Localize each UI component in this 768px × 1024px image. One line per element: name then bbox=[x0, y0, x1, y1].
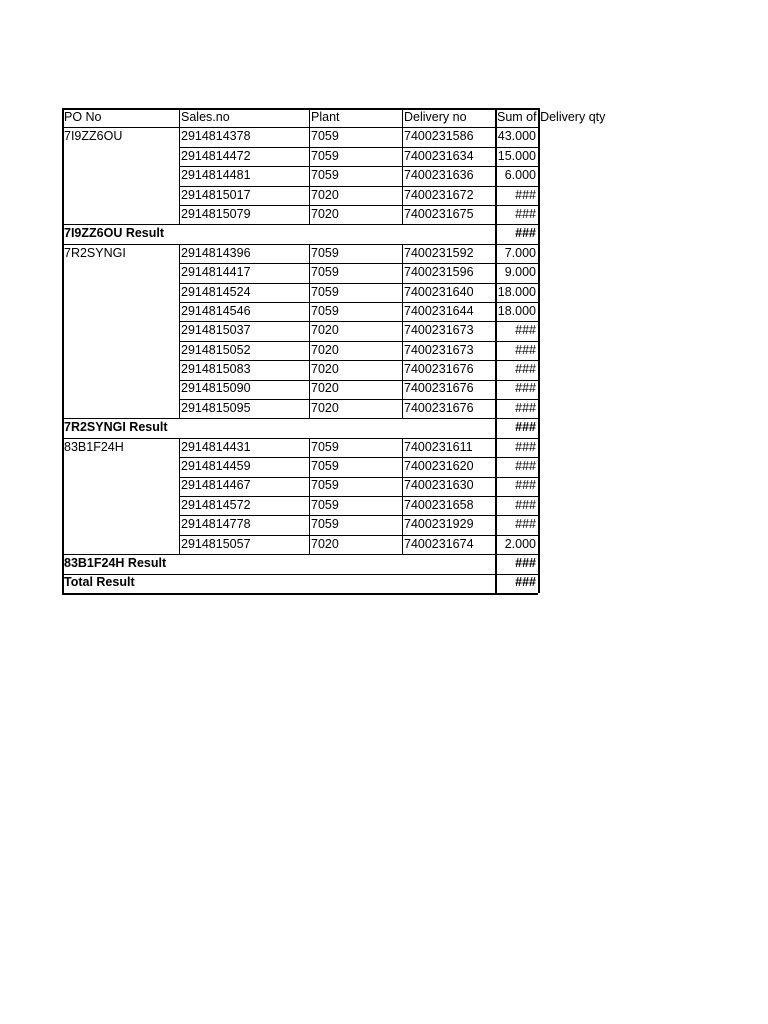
delivery-qty-cell[interactable]: ### bbox=[515, 362, 536, 377]
grid-line bbox=[62, 244, 538, 245]
delivery-qty-cell[interactable]: 43.000 bbox=[497, 129, 536, 144]
po-number-cell[interactable] bbox=[62, 147, 179, 166]
po-number-cell[interactable] bbox=[62, 205, 179, 224]
subtotal-label[interactable]: 7R2SYNGI Result bbox=[64, 420, 168, 435]
sales-no-cell[interactable]: 2914814572 bbox=[181, 497, 251, 512]
plant-cell[interactable]: 7059 bbox=[311, 245, 339, 260]
delivery-no-cell[interactable]: 7400231929 bbox=[404, 517, 474, 532]
total-value[interactable]: ### bbox=[515, 575, 536, 590]
sales-no-cell[interactable]: 2914815095 bbox=[181, 400, 251, 415]
grid-line bbox=[179, 321, 538, 322]
po-number-cell[interactable] bbox=[62, 166, 179, 185]
po-number-cell[interactable]: 7I9ZZ6OU bbox=[64, 129, 123, 144]
header-plant[interactable]: Plant bbox=[311, 110, 340, 124]
grid-line bbox=[402, 244, 403, 419]
delivery-no-cell[interactable]: 7400231636 bbox=[404, 168, 474, 183]
grid-line bbox=[309, 244, 310, 419]
grid-line bbox=[179, 438, 180, 554]
delivery-no-cell[interactable]: 7400231644 bbox=[404, 303, 474, 318]
subtotal-value[interactable]: ### bbox=[515, 555, 536, 570]
delivery-qty-cell[interactable]: 6.000 bbox=[504, 168, 536, 183]
po-number-cell[interactable] bbox=[62, 302, 179, 321]
plant-cell[interactable]: 7059 bbox=[311, 497, 339, 512]
grid-line bbox=[402, 127, 403, 224]
grid-line bbox=[62, 108, 64, 593]
grid-line bbox=[309, 108, 310, 127]
sales-no-cell[interactable]: 2914815052 bbox=[181, 342, 251, 357]
sales-no-cell[interactable]: 2914814396 bbox=[181, 245, 251, 260]
grid-line bbox=[62, 593, 538, 595]
delivery-qty-cell[interactable]: ### bbox=[515, 497, 536, 512]
sales-no-cell[interactable]: 2914815083 bbox=[181, 362, 251, 377]
sales-no-cell[interactable]: 2914815017 bbox=[181, 187, 251, 202]
po-number-cell[interactable] bbox=[62, 476, 179, 495]
po-number-cell[interactable]: 83B1F24H bbox=[64, 439, 124, 454]
sales-no-cell[interactable]: 2914815037 bbox=[181, 323, 251, 338]
grid-line bbox=[179, 380, 538, 381]
delivery-qty-cell[interactable]: 18.000 bbox=[497, 303, 536, 318]
delivery-no-cell[interactable]: 7400231611 bbox=[404, 439, 473, 454]
grid-line bbox=[309, 438, 310, 554]
plant-cell[interactable]: 7059 bbox=[311, 168, 339, 183]
delivery-no-cell[interactable]: 7400231676 bbox=[404, 400, 474, 415]
subtotal-value[interactable]: ### bbox=[515, 226, 536, 241]
plant-cell[interactable]: 7059 bbox=[311, 148, 339, 163]
grid-line bbox=[179, 360, 538, 361]
grid-line bbox=[62, 224, 538, 225]
po-number-cell[interactable] bbox=[62, 283, 179, 302]
grid-line bbox=[62, 438, 538, 439]
plant-cell[interactable]: 7020 bbox=[311, 342, 339, 357]
po-number-cell[interactable]: 7R2SYNGI bbox=[64, 245, 126, 260]
grid-line bbox=[62, 554, 538, 555]
delivery-no-cell[interactable]: 7400231673 bbox=[404, 323, 474, 338]
plant-cell[interactable]: 7020 bbox=[311, 206, 339, 221]
header-delivery-no[interactable]: Delivery no bbox=[404, 110, 467, 124]
grid-line bbox=[402, 438, 403, 554]
grid-line bbox=[179, 477, 538, 478]
delivery-no-cell[interactable]: 7400231620 bbox=[404, 459, 474, 474]
sales-no-cell[interactable]: 2914814417 bbox=[181, 265, 251, 280]
grid-line bbox=[179, 515, 538, 516]
plant-cell[interactable]: 7020 bbox=[311, 362, 339, 377]
delivery-qty-cell[interactable]: 9.000 bbox=[504, 265, 536, 280]
delivery-no-cell[interactable]: 7400231672 bbox=[404, 187, 474, 202]
plant-cell[interactable]: 7020 bbox=[311, 187, 339, 202]
delivery-qty-cell[interactable]: ### bbox=[515, 187, 536, 202]
grid-line bbox=[179, 108, 180, 127]
po-number-cell[interactable] bbox=[62, 360, 179, 379]
grid-line bbox=[495, 108, 497, 593]
plant-cell[interactable]: 7020 bbox=[311, 381, 339, 396]
delivery-no-cell[interactable]: 7400231630 bbox=[404, 478, 474, 493]
grid-line bbox=[179, 302, 538, 303]
plant-cell[interactable]: 7059 bbox=[311, 517, 339, 532]
grid-line bbox=[179, 457, 538, 458]
delivery-qty-cell[interactable]: ### bbox=[515, 439, 536, 454]
sales-no-cell[interactable]: 2914814472 bbox=[181, 148, 251, 163]
plant-cell[interactable]: 7020 bbox=[311, 400, 339, 415]
po-number-cell[interactable] bbox=[62, 341, 179, 360]
po-number-cell[interactable] bbox=[62, 186, 179, 205]
grid-line bbox=[538, 108, 540, 593]
sales-no-cell[interactable]: 2914814459 bbox=[181, 459, 251, 474]
sales-no-cell[interactable]: 2914814467 bbox=[181, 478, 251, 493]
delivery-qty-cell[interactable]: 2.000 bbox=[504, 536, 536, 551]
grid-line bbox=[179, 147, 538, 148]
grid-line bbox=[179, 205, 538, 206]
sales-no-cell[interactable]: 2914814378 bbox=[181, 129, 251, 144]
delivery-no-cell[interactable]: 7400231596 bbox=[404, 265, 474, 280]
plant-cell[interactable]: 7059 bbox=[311, 478, 339, 493]
sales-no-cell[interactable]: 2914814546 bbox=[181, 303, 251, 318]
delivery-qty-cell[interactable]: 7.000 bbox=[504, 245, 536, 260]
plant-cell[interactable]: 7059 bbox=[311, 129, 339, 144]
grid-line bbox=[179, 127, 180, 224]
po-number-cell[interactable] bbox=[62, 457, 179, 476]
po-number-cell[interactable] bbox=[62, 321, 179, 340]
plant-cell[interactable]: 7020 bbox=[311, 536, 339, 551]
grid-line bbox=[179, 263, 538, 264]
grid-line bbox=[179, 186, 538, 187]
total-label[interactable]: Total Result bbox=[64, 575, 135, 590]
sales-no-cell[interactable]: 2914814481 bbox=[181, 168, 251, 183]
po-number-cell[interactable] bbox=[62, 263, 179, 282]
subtotal-label[interactable]: 7I9ZZ6OU Result bbox=[64, 226, 165, 241]
po-number-cell[interactable] bbox=[62, 379, 179, 398]
grid-line bbox=[309, 127, 310, 224]
sales-no-cell[interactable]: 2914814524 bbox=[181, 284, 251, 299]
delivery-qty-cell[interactable]: ### bbox=[515, 323, 536, 338]
header-sum-delivery-qty[interactable]: Sum of Delivery qty bbox=[497, 110, 606, 124]
plant-cell[interactable]: 7059 bbox=[311, 284, 339, 299]
delivery-no-cell[interactable]: 7400231640 bbox=[404, 284, 474, 299]
po-number-cell[interactable] bbox=[62, 515, 179, 534]
plant-cell[interactable]: 7020 bbox=[311, 323, 339, 338]
delivery-qty-cell[interactable]: ### bbox=[515, 517, 536, 532]
plant-cell[interactable]: 7059 bbox=[311, 439, 339, 454]
delivery-qty-cell[interactable]: ### bbox=[515, 400, 536, 415]
delivery-qty-cell[interactable]: ### bbox=[515, 381, 536, 396]
plant-cell[interactable]: 7059 bbox=[311, 265, 339, 280]
grid-line bbox=[62, 108, 538, 110]
header-sales-no[interactable]: Sales.no bbox=[181, 110, 230, 124]
sales-no-cell[interactable]: 2914815079 bbox=[181, 206, 251, 221]
grid-line bbox=[179, 535, 538, 536]
grid-line bbox=[179, 244, 180, 419]
po-number-cell[interactable] bbox=[62, 399, 179, 418]
po-number-cell[interactable] bbox=[62, 535, 179, 554]
subtotal-value[interactable]: ### bbox=[515, 420, 536, 435]
grid-line bbox=[62, 574, 538, 575]
delivery-no-cell[interactable]: 7400231592 bbox=[404, 245, 474, 260]
grid-line bbox=[179, 166, 538, 167]
delivery-qty-cell[interactable]: ### bbox=[515, 342, 536, 357]
grid-line bbox=[179, 399, 538, 400]
delivery-qty-cell[interactable]: 15.000 bbox=[497, 148, 536, 163]
sales-no-cell[interactable]: 2914814431 bbox=[181, 439, 251, 454]
grid-line bbox=[179, 341, 538, 342]
sales-no-cell[interactable]: 2914814778 bbox=[181, 517, 251, 532]
po-number-cell[interactable] bbox=[62, 496, 179, 515]
delivery-qty-cell[interactable]: ### bbox=[515, 206, 536, 221]
delivery-qty-cell[interactable]: ### bbox=[515, 459, 536, 474]
header-po-no[interactable]: PO No bbox=[64, 110, 102, 124]
grid-line bbox=[402, 108, 403, 127]
delivery-no-cell[interactable]: 7400231634 bbox=[404, 148, 474, 163]
delivery-qty-cell[interactable]: ### bbox=[515, 478, 536, 493]
grid-line bbox=[62, 418, 538, 419]
plant-cell[interactable]: 7059 bbox=[311, 459, 339, 474]
sales-no-cell[interactable]: 2914815057 bbox=[181, 536, 251, 551]
delivery-qty-cell[interactable]: 18.000 bbox=[497, 284, 536, 299]
delivery-no-cell[interactable]: 7400231586 bbox=[404, 129, 474, 144]
delivery-no-cell[interactable]: 7400231658 bbox=[404, 497, 474, 512]
delivery-no-cell[interactable]: 7400231676 bbox=[404, 381, 474, 396]
delivery-no-cell[interactable]: 7400231675 bbox=[404, 206, 474, 221]
grid-line bbox=[62, 127, 538, 128]
plant-cell[interactable]: 7059 bbox=[311, 303, 339, 318]
sales-no-cell[interactable]: 2914815090 bbox=[181, 381, 251, 396]
grid-line bbox=[179, 283, 538, 284]
delivery-no-cell[interactable]: 7400231676 bbox=[404, 362, 474, 377]
grid-line bbox=[179, 496, 538, 497]
delivery-no-cell[interactable]: 7400231673 bbox=[404, 342, 474, 357]
delivery-no-cell[interactable]: 7400231674 bbox=[404, 536, 474, 551]
subtotal-label[interactable]: 83B1F24H Result bbox=[64, 555, 167, 570]
